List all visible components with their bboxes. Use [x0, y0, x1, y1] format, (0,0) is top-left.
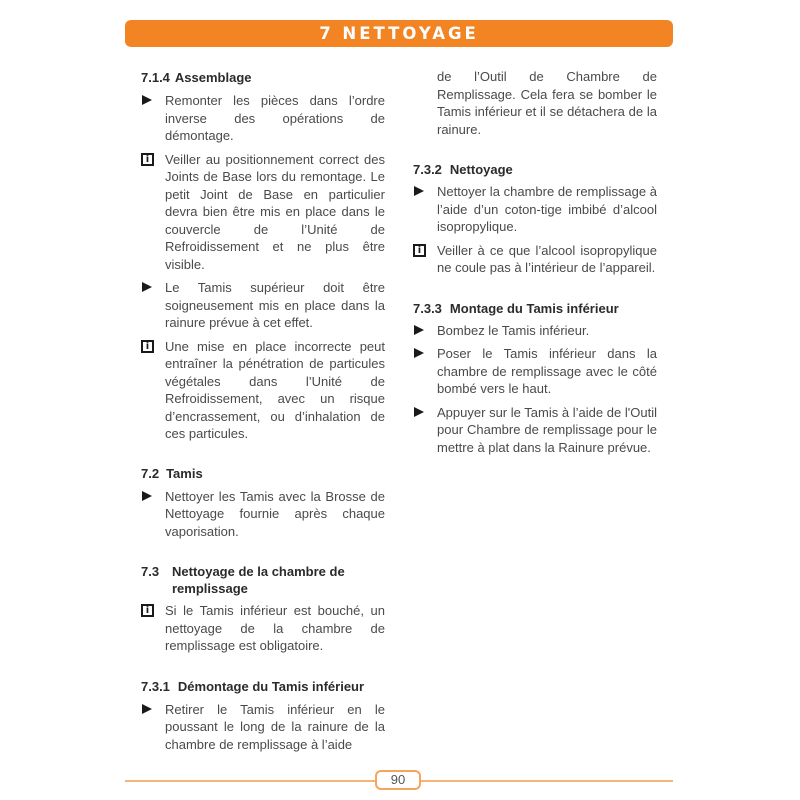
section-number: 7.3.2: [413, 162, 442, 177]
list-item: Remonter les pièces dans l’ordre inverse des opérations de démontage.: [141, 92, 385, 145]
triangle-right-icon: [414, 348, 424, 358]
section-7-1-4: [141, 69, 385, 443]
list-item: Nettoyer les Tamis avec la Brosse de Nettoyage fournie après chaque vaporisation.: [141, 488, 385, 541]
triangle-right-icon: [414, 407, 424, 417]
triangle-right-icon: [142, 491, 152, 501]
section-7-3-2: [413, 161, 657, 277]
chapter-header: [125, 20, 673, 47]
list-item: Bombez le Tamis inférieur.: [413, 322, 657, 340]
list-item: Retirer le Tamis inférieur en le poussant le long de la rainure de la chambre de remplissage à l’aide: [141, 701, 385, 754]
section-heading: [141, 678, 385, 695]
section-title: Démontage du Tamis inférieur: [177, 678, 365, 694]
section-7-3-1: [141, 678, 385, 754]
section-heading: [413, 161, 657, 178]
section-heading: [141, 563, 385, 597]
chapter-title: 7 NETTOYAGE: [319, 24, 479, 43]
triangle-right-icon: [414, 325, 424, 335]
left-column: [141, 60, 385, 753]
section-number: 7.2: [141, 465, 160, 481]
info-note: i Veiller au positionnement correct des Joints de Base lors du remontage. Le petit Joint de Base en particulier devra bien être mis en place dans le couvercle de l’Unité de Refroidissement et ne plus être visible.: [141, 151, 385, 274]
footer-rule-right: [421, 780, 673, 782]
info-note: i Veiller à ce que l’alcool isopropylique ne coule pas à l’intérieur de l’appareil.: [413, 242, 657, 277]
section-heading: [141, 69, 385, 86]
info-box-icon: i: [413, 244, 426, 257]
list-item: Le Tamis supérieur doit être soigneusement mis en place dans la rainure prévue à cet effet.: [141, 279, 385, 332]
footer-rule-left: [125, 780, 375, 782]
section-number: 7.3: [141, 564, 160, 579]
section-title: Tamis: [166, 465, 203, 481]
info-box-icon: i: [141, 153, 154, 166]
section-title: Montage du Tamis inférieur: [449, 300, 619, 316]
section-heading: [141, 465, 385, 482]
section-7-2: [141, 465, 385, 541]
right-column: [413, 60, 657, 456]
continuation-text: de l’Outil de Chambre de Remplissage. Cela fera se bomber le Tamis inférieur et il se détachera de la rainure.: [437, 69, 657, 137]
triangle-right-icon: [142, 95, 152, 105]
section-heading: [413, 300, 657, 317]
list-item: Appuyer sur le Tamis à l’aide de l'Outil pour Chambre de remplissage pour le mettre à plat dans la Rainure prévue.: [413, 404, 657, 457]
info-note: i Une mise en place incorrecte peut entraîner la pénétration de particules végétales dans l’Unité de Refroidissement, avec un risque d’encrassement, ou d’inhalation de ces particules.: [141, 338, 385, 443]
info-box-icon: i: [141, 604, 154, 617]
list-item: Nettoyer la chambre de remplissage à l’aide d’un coton-tige imbibé d’alcool isopropylique.: [413, 183, 657, 236]
triangle-right-icon: [142, 282, 152, 292]
list-item: Poser le Tamis inférieur dans la chambre de remplissage avec le côté bombé vers le haut.: [413, 345, 657, 398]
page-number: 90: [375, 770, 421, 790]
section-7-3-3: [413, 300, 657, 457]
info-box-icon: i: [141, 340, 154, 353]
triangle-right-icon: [414, 186, 424, 196]
section-title: Nettoyage de la chambre de remplissage: [172, 564, 345, 596]
section-number: 7.3.1: [141, 678, 170, 694]
section-7-3: [141, 563, 385, 655]
section-title: Nettoyage: [449, 162, 513, 177]
section-number: 7.1.4: [141, 70, 170, 85]
info-note: i Si le Tamis inférieur est bouché, un nettoyage de la chambre de remplissage est obligatoire.: [141, 602, 385, 655]
section-number: 7.3.3: [413, 300, 442, 316]
triangle-right-icon: [142, 704, 152, 714]
section-title: Assemblage: [174, 70, 252, 85]
